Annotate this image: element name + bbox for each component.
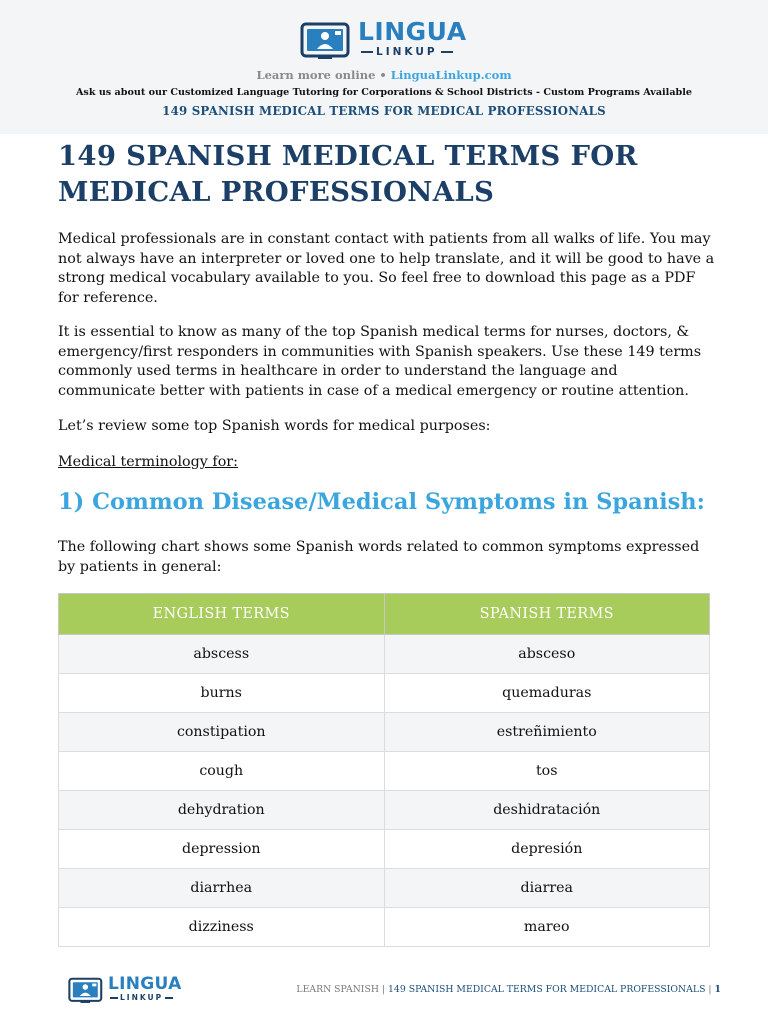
terminology-heading: Medical terminology for:	[58, 454, 238, 470]
tutor-screen-icon	[68, 977, 104, 1004]
review-paragraph: Let’s review some top Spanish words for medical purposes:	[58, 418, 491, 434]
table-row	[59, 752, 710, 791]
page-header	[0, 0, 768, 134]
spanish-terms-header: SPANISH TERMS	[384, 594, 710, 635]
english-term: burns	[59, 674, 385, 713]
essential-paragraph: It is essential to know as many of the top Spanish medical terms for nurses, doctors, & emergency/first responders in communities with Spanish speakers. Use these 149 terms commonly used terms in healthcare in order to understand the language and communicate better with patients in case of a medical emergency or routine attention.	[58, 324, 702, 399]
table-row	[59, 830, 710, 869]
table-row	[59, 869, 710, 908]
tutoring-tagline: Ask us about our Customized Language Tutoring for Corporations & School Districts - Custom Programs Available	[75, 87, 693, 98]
spanish-term: diarrea	[384, 869, 710, 908]
page-title	[58, 138, 718, 210]
spanish-term: absceso	[384, 635, 710, 674]
lingua-linkup-logo[interactable]	[300, 17, 470, 64]
english-term: cough	[59, 752, 385, 791]
footer-logo-wordmark: LINGUA	[108, 974, 182, 994]
english-term: dizziness	[59, 908, 385, 947]
website-link[interactable]: LinguaLinkup.com	[390, 68, 512, 82]
english-term: diarrhea	[59, 869, 385, 908]
table-row	[59, 791, 710, 830]
spanish-term: quemaduras	[384, 674, 710, 713]
table-row	[59, 674, 710, 713]
spanish-term: estreñimiento	[384, 713, 710, 752]
spanish-term: tos	[384, 752, 710, 791]
table-header-row	[59, 594, 710, 635]
logo-wordmark: LINGUA	[358, 17, 467, 46]
footer-learn-spanish: LEARN SPANISH |	[296, 984, 386, 995]
spanish-term: depresión	[384, 830, 710, 869]
english-term: constipation	[59, 713, 385, 752]
page-title-line-2: MEDICAL PROFESSIONALS	[58, 176, 495, 208]
page-number: 1	[714, 984, 721, 995]
table-row	[59, 713, 710, 752]
spanish-term: deshidratación	[384, 791, 710, 830]
footer-separator: |	[708, 984, 712, 995]
english-term: dehydration	[59, 791, 385, 830]
spanish-term: mareo	[384, 908, 710, 947]
learn-more-line	[0, 68, 768, 82]
english-term: abscess	[59, 635, 385, 674]
intro-paragraph: Medical professionals are in constant contact with patients from all walks of life. You may not always have an interpreter or loved one to help translate, and it will be good to have a strong medical vocabulary available to you. So feel free to download this page as a PDF for reference.	[58, 231, 715, 306]
terms-table	[58, 593, 710, 947]
table-row	[59, 635, 710, 674]
header-doc-title: 149 SPANISH MEDICAL TERMS FOR MEDICAL PROFESSIONALS	[162, 104, 606, 118]
footer-logo[interactable]	[68, 976, 188, 1006]
logo-subtitle: LINKUP	[358, 46, 468, 58]
page-title-line-1: 149 SPANISH MEDICAL TERMS FOR	[58, 140, 638, 172]
footer-doc-title: 149 SPANISH MEDICAL TERMS FOR MEDICAL PROFESSIONALS	[388, 984, 706, 995]
table-row	[59, 908, 710, 947]
learn-more-label: Learn more online •	[256, 68, 387, 82]
tutor-screen-icon	[300, 22, 352, 60]
english-terms-header: ENGLISH TERMS	[59, 594, 385, 635]
section-title: 1) Common Disease/Medical Symptoms in Spanish:	[58, 489, 705, 515]
page-footer	[296, 984, 721, 995]
section-intro: The following chart shows some Spanish words related to common symptoms expressed by patients in general:	[58, 539, 700, 575]
english-term: depression	[59, 830, 385, 869]
footer-logo-subtitle: LINKUP	[108, 993, 198, 1002]
